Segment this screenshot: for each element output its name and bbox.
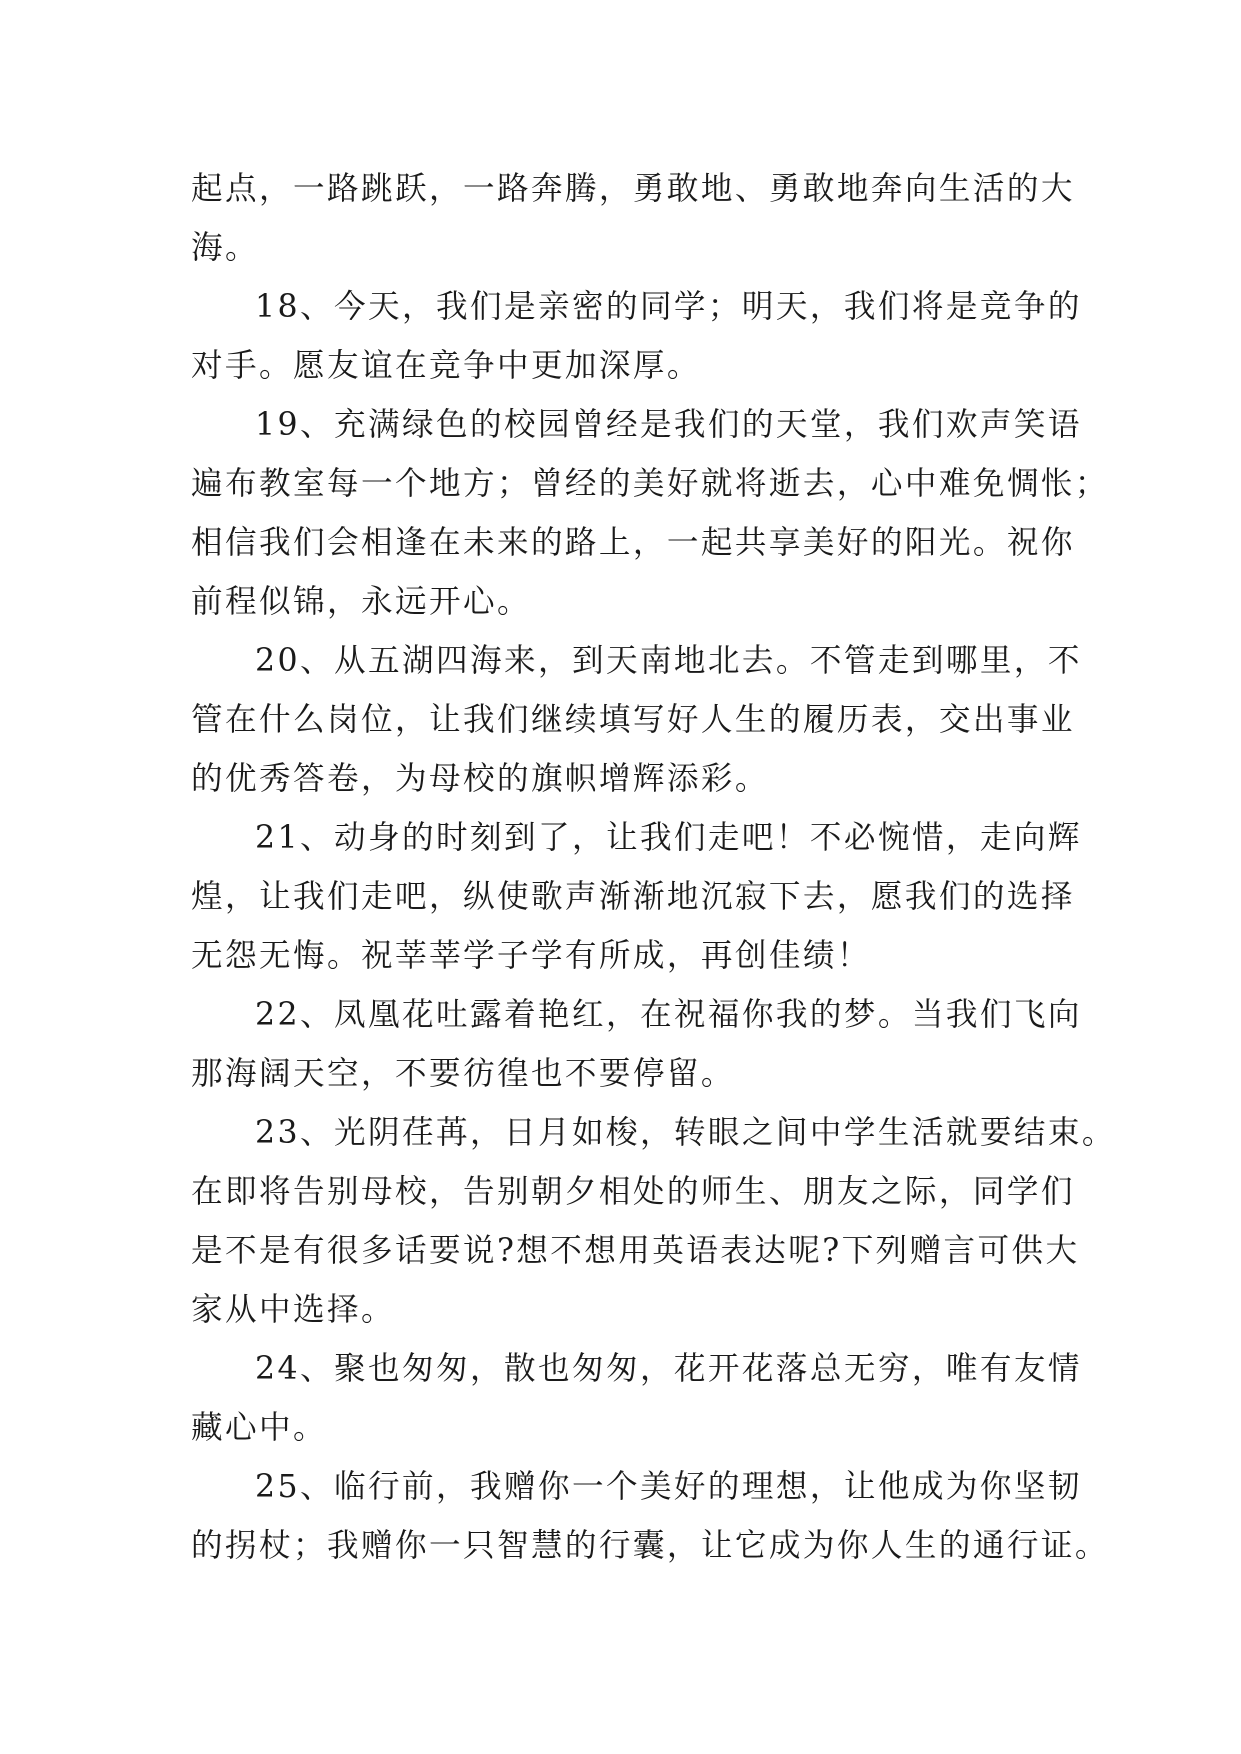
- text-line: 相信我们会相逢在未来的路上，一起共享美好的阳光。祝你: [191, 525, 1075, 561]
- paragraph-21: [191, 809, 1082, 986]
- paragraph-19: [191, 396, 1109, 632]
- text-line: 是不是有很多话要说?想不想用英语表达呢?下列赠言可供大: [191, 1233, 1080, 1269]
- text-line: 22、凤凰花吐露着艳红，在祝福你我的梦。当我们飞向: [255, 997, 1082, 1033]
- text-line: 20、从五湖四海来，到天南地北去。不管走到哪里，不: [255, 643, 1082, 679]
- text-line: 藏心中。: [191, 1410, 327, 1446]
- text-line: 在即将告别母校，告别朝夕相处的师生、朋友之际，同学们: [191, 1174, 1075, 1210]
- text-line: 对手。愿友谊在竞争中更加深厚。: [191, 348, 701, 384]
- text-line: 的优秀答卷，为母校的旗帜增辉添彩。: [191, 761, 769, 797]
- text-line: 21、动身的时刻到了，让我们走吧！不必惋惜，走向辉: [255, 820, 1082, 856]
- document-body: [191, 160, 1116, 1576]
- text-line: 那海阔天空，不要彷徨也不要停留。: [191, 1056, 735, 1092]
- text-line: 19、充满绿色的校园曾经是我们的天堂，我们欢声笑语: [255, 407, 1082, 443]
- text-line: 前程似锦，永远开心。: [191, 584, 531, 620]
- text-line: 25、临行前，我赠你一个美好的理想，让他成为你坚韧: [255, 1469, 1082, 1505]
- text-line: 海。: [191, 230, 259, 266]
- text-line: 23、光阴荏苒，日月如梭，转眼之间中学生活就要结束。: [255, 1115, 1116, 1151]
- paragraph-continuation: [191, 160, 1075, 278]
- paragraph-18: [191, 278, 1082, 396]
- text-line: 起点，一路跳跃，一路奔腾，勇敢地、勇敢地奔向生活的大: [191, 171, 1075, 207]
- text-line: 煌，让我们走吧，纵使歌声渐渐地沉寂下去，愿我们的选择: [191, 879, 1075, 915]
- paragraph-22: [191, 986, 1082, 1104]
- paragraph-24: [191, 1340, 1082, 1458]
- text-line: 18、今天，我们是亲密的同学；明天，我们将是竞争的: [255, 289, 1082, 325]
- paragraph-23: [191, 1104, 1116, 1340]
- text-line: 无怨无悔。祝莘莘学子学有所成，再创佳绩！: [191, 938, 871, 974]
- text-line: 24、聚也匆匆，散也匆匆，花开花落总无穷，唯有友情: [255, 1351, 1082, 1387]
- text-line: 的拐杖；我赠你一只智慧的行囊，让它成为你人生的通行证。: [191, 1528, 1109, 1564]
- paragraph-25: [191, 1458, 1109, 1576]
- text-line: 遍布教室每一个地方；曾经的美好就将逝去，心中难免惆怅；: [191, 466, 1109, 502]
- text-line: 家从中选择。: [191, 1292, 395, 1328]
- paragraph-20: [191, 632, 1082, 809]
- text-line: 管在什么岗位，让我们继续填写好人生的履历表，交出事业: [191, 702, 1075, 738]
